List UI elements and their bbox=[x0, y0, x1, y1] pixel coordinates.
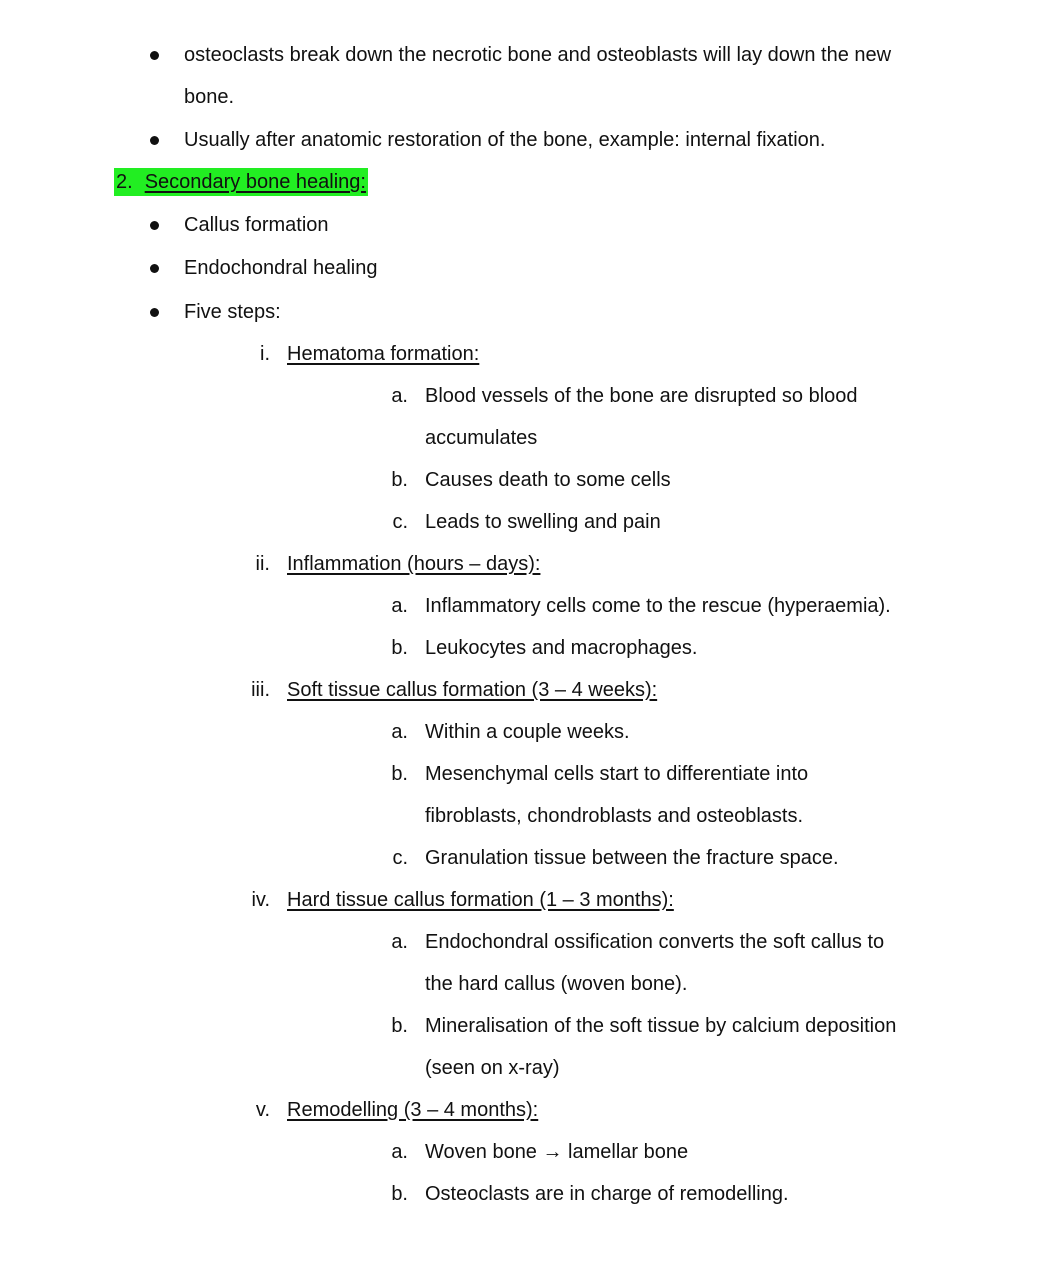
item-text: Woven bone → lamellar bone bbox=[425, 1141, 689, 1163]
bullet-dot bbox=[150, 221, 159, 230]
step-numeral: iv. bbox=[251, 889, 270, 911]
item-letter: a. bbox=[391, 595, 408, 617]
section-title: Secondary bone healing: bbox=[144, 171, 366, 193]
item-letter: c. bbox=[392, 847, 408, 869]
item-text: Within a couple weeks. bbox=[425, 721, 630, 743]
bullet-dot bbox=[150, 136, 159, 145]
bullet-dot bbox=[150, 51, 159, 60]
item-letter: b. bbox=[391, 469, 408, 491]
item-letter: b. bbox=[391, 1183, 408, 1205]
step-numeral: i. bbox=[260, 343, 270, 365]
item-text: fibroblasts, chondroblasts and osteoblasts. bbox=[425, 805, 803, 827]
section-heading bbox=[114, 168, 368, 196]
item-text: Endochondral ossification converts the soft callus to bbox=[425, 931, 885, 953]
item-text: (seen on x-ray) bbox=[425, 1057, 560, 1079]
intro-bullet-2: Usually after anatomic restoration of the bone, example: internal fixation. bbox=[184, 129, 826, 151]
step-title-hematoma: Hematoma formation: bbox=[287, 343, 480, 365]
item-letter: a. bbox=[391, 1141, 408, 1163]
item-text: Granulation tissue between the fracture space. bbox=[425, 847, 839, 869]
step-numeral: v. bbox=[255, 1099, 270, 1121]
item-letter: b. bbox=[391, 1015, 408, 1037]
step-title-hard-callus: Hard tissue callus formation (1 – 3 months): bbox=[287, 889, 674, 911]
item-text: Leukocytes and macrophages. bbox=[425, 637, 698, 659]
item-text: accumulates bbox=[425, 427, 538, 449]
bullet-dot bbox=[150, 264, 159, 273]
section-bullet-callus: Callus formation bbox=[184, 214, 329, 236]
item-text: Osteoclasts are in charge of remodelling. bbox=[425, 1183, 789, 1205]
item-letter: a. bbox=[391, 385, 408, 407]
item-text: Leads to swelling and pain bbox=[425, 511, 661, 533]
intro-bullet-1-line-1: osteoclasts break down the necrotic bone and osteoblasts will lay down the new bbox=[184, 44, 892, 66]
section-bullet-five-steps: Five steps: bbox=[184, 301, 281, 323]
step-title-soft-callus: Soft tissue callus formation (3 – 4 weeks): bbox=[287, 679, 658, 701]
item-text: Blood vessels of the bone are disrupted so blood bbox=[425, 385, 858, 407]
item-letter: a. bbox=[391, 931, 408, 953]
item-letter: c. bbox=[392, 511, 408, 533]
step-title-remodelling: Remodelling (3 – 4 months): bbox=[287, 1099, 539, 1121]
step-numeral: ii. bbox=[255, 553, 270, 575]
item-letter: b. bbox=[391, 637, 408, 659]
item-text: Causes death to some cells bbox=[425, 469, 671, 491]
item-text: Inflammatory cells come to the rescue (hyperaemia). bbox=[425, 595, 891, 617]
section-bullet-endochondral: Endochondral healing bbox=[184, 257, 378, 279]
step-numeral: iii. bbox=[251, 679, 270, 701]
item-letter: a. bbox=[391, 721, 408, 743]
item-letter: b. bbox=[391, 763, 408, 785]
item-text: Mesenchymal cells start to differentiate into bbox=[425, 763, 809, 785]
item-text: the hard callus (woven bone). bbox=[425, 973, 688, 995]
step-title-inflammation: Inflammation (hours – days): bbox=[287, 553, 541, 575]
section-number: 2. bbox=[116, 171, 133, 193]
intro-bullet-1-line-2: bone. bbox=[184, 86, 235, 108]
bullet-dot bbox=[150, 308, 159, 317]
item-text: Mineralisation of the soft tissue by calcium deposition bbox=[425, 1015, 897, 1037]
